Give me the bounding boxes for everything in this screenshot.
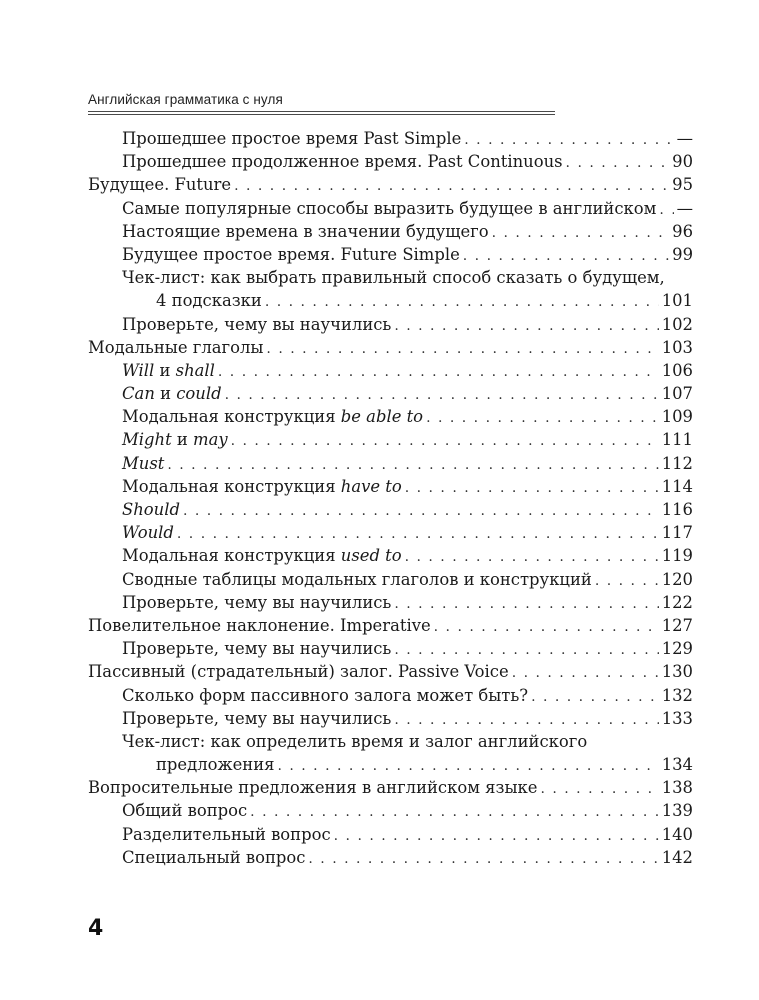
toc-entry-title: [122, 359, 215, 382]
dot-leader: [218, 361, 659, 384]
toc-title-fragment: be able to: [340, 407, 424, 427]
toc-entry: [88, 150, 693, 173]
toc-entry-continuation: [88, 289, 693, 312]
toc-page-number: 95: [672, 175, 693, 195]
dot-leader: [250, 801, 659, 824]
toc-page-number: 130: [661, 662, 693, 682]
dot-leader: [405, 546, 659, 569]
toc-page-number: 134: [661, 755, 693, 775]
toc-entry-title: [122, 521, 174, 544]
toc-entry: [88, 452, 693, 475]
toc-entry-title: Будущее. Future: [88, 175, 232, 195]
toc-page-number: 112: [661, 453, 693, 473]
toc-title-fragment: could: [176, 384, 222, 404]
toc-entry-title: [122, 452, 164, 475]
toc-entry-title: Сводные таблицы модальных глаголов и конструкций: [122, 569, 592, 589]
toc-entry: [88, 823, 693, 846]
dot-leader: [426, 407, 659, 430]
toc-entry: [88, 405, 693, 428]
toc-entry: [88, 846, 693, 869]
toc-entry: [88, 313, 693, 336]
toc-page-number: 119: [661, 546, 693, 566]
dot-leader: [659, 199, 673, 222]
dot-leader: [463, 245, 669, 268]
toc-page-number: 109: [661, 407, 693, 427]
dot-leader: [540, 778, 658, 801]
toc-entry: [88, 730, 693, 753]
dot-leader: [512, 662, 659, 685]
toc-page-number: 96: [672, 221, 693, 241]
toc-page-number: —: [676, 198, 693, 218]
dot-leader: [277, 755, 658, 778]
toc-page-number: 142: [661, 847, 693, 867]
dot-leader: [394, 709, 658, 732]
toc-entry-title: Чек-лист: как определить время и залог английского: [122, 731, 588, 751]
toc-entry-title: Сколько форм пассивного залога может быть?: [122, 685, 529, 705]
toc-entry: [88, 498, 693, 521]
toc-entry-title: Самые популярные способы выразить будущее в английском: [122, 198, 657, 218]
dot-leader: [595, 570, 659, 593]
toc-page-number: 127: [661, 615, 693, 635]
toc-entry: [88, 266, 693, 289]
toc-entry-title-continued: предложения: [156, 755, 275, 775]
toc-page-number: 103: [661, 337, 693, 357]
toc-entry: [88, 359, 693, 382]
toc-entry-title: Пассивный (страдательный) залог. Passive Voice: [88, 662, 509, 682]
toc-entry: [88, 614, 693, 637]
toc-title-fragment: Must: [122, 453, 165, 473]
toc-entry: [88, 336, 693, 359]
toc-page-number: 102: [661, 314, 693, 334]
toc-entry: [88, 707, 693, 730]
toc-entry-title: Общий вопрос: [122, 801, 248, 821]
toc-entry: [88, 197, 693, 220]
toc-page-number: —: [676, 129, 693, 148]
running-header: Английская грамматика с нуля: [88, 92, 283, 107]
toc-page-number: 101: [661, 291, 693, 311]
dot-leader: [177, 523, 659, 546]
dot-leader: [464, 129, 673, 152]
toc-title-fragment: Модальная конструкция: [122, 546, 341, 566]
toc-entry: [88, 684, 693, 707]
toc-entry-title: Прошедшее продолженное время. Past Continuous: [122, 152, 563, 172]
toc-entry: [88, 127, 693, 150]
header-rule-bottom: [88, 114, 555, 115]
toc-page-number: 107: [661, 384, 693, 404]
page-number: 4: [88, 916, 104, 941]
toc-entry-title: Проверьте, чему вы научились: [122, 592, 392, 612]
toc-page-number: 106: [661, 360, 693, 380]
toc-entry: [88, 475, 693, 498]
toc-entry-title: [122, 382, 222, 405]
dot-leader: [492, 222, 670, 245]
toc-entry-title: Будущее простое время. Future Simple: [122, 244, 460, 264]
table-of-contents: [88, 127, 693, 869]
toc-page-number: 122: [661, 592, 693, 612]
toc-page-number: 116: [661, 500, 693, 519]
toc-page-number: 132: [661, 685, 693, 705]
toc-entry: [88, 382, 693, 405]
toc-page-number: 138: [661, 778, 693, 798]
dot-leader: [308, 848, 658, 871]
dot-leader: [566, 152, 670, 175]
toc-page-number: 139: [661, 801, 693, 821]
toc-title-fragment: и: [154, 384, 177, 404]
toc-title-fragment: have to: [340, 476, 402, 496]
toc-entry-title: [122, 405, 423, 428]
toc-entry: [88, 591, 693, 614]
toc-entry: [88, 428, 693, 451]
dot-leader: [183, 500, 659, 523]
toc-entry-title: [122, 544, 402, 567]
toc-page-number: 140: [661, 824, 693, 844]
toc-entry-title: Прошедшее простое время Past Simple: [122, 129, 462, 148]
toc-entry-title: Проверьте, чему вы научились: [122, 314, 392, 334]
toc-entry: [88, 521, 693, 544]
toc-entry: [88, 243, 693, 266]
dot-leader: [394, 593, 658, 616]
dot-leader: [167, 454, 658, 477]
toc-page-number: 129: [661, 639, 693, 659]
dot-leader: [231, 430, 659, 453]
dot-leader: [234, 175, 669, 198]
dot-leader: [434, 616, 659, 639]
toc-entry-continuation: [88, 753, 693, 776]
toc-title-fragment: Can: [122, 384, 155, 404]
toc-page-number: 117: [661, 523, 693, 543]
toc-title-fragment: may: [193, 430, 228, 450]
toc-title-fragment: Should: [122, 500, 180, 519]
toc-entry: [88, 568, 693, 591]
toc-title-fragment: и: [154, 360, 176, 380]
dot-leader: [334, 825, 659, 848]
dot-leader: [225, 384, 659, 407]
dot-leader: [394, 315, 658, 338]
toc-entry-title: Проверьте, чему вы научились: [122, 639, 392, 659]
toc-title-fragment: Модальная конструкция: [122, 476, 341, 496]
dot-leader: [265, 291, 659, 314]
toc-title-fragment: Will: [122, 360, 155, 380]
toc-title-fragment: Would: [122, 523, 174, 543]
toc-title-fragment: used to: [340, 546, 402, 566]
dot-leader: [266, 338, 658, 361]
toc-title-fragment: Модальная конструкция: [122, 407, 341, 427]
toc-entry-title: Специальный вопрос: [122, 847, 306, 867]
toc-entry-title: Чек-лист: как выбрать правильный способ сказать о будущем,: [122, 268, 665, 288]
toc-entry: [88, 173, 693, 196]
toc-entry-title: Разделительный вопрос: [122, 824, 331, 844]
toc-entry-title: [122, 498, 180, 521]
toc-entry-title: Повелительное наклонение. Imperative: [88, 615, 431, 635]
toc-page-number: 90: [672, 152, 693, 172]
toc-entry: [88, 637, 693, 660]
dot-leader: [405, 477, 659, 500]
toc-page-number: 114: [661, 476, 693, 496]
toc-entry-title: Проверьте, чему вы научились: [122, 708, 392, 728]
toc-entry: [88, 220, 693, 243]
toc-entry: [88, 776, 693, 799]
toc-entry-title: [122, 428, 228, 451]
toc-entry-title: Модальные глаголы: [88, 337, 264, 357]
toc-entry: [88, 660, 693, 683]
dot-leader: [394, 639, 658, 662]
toc-page-number: 99: [672, 244, 693, 264]
toc-title-fragment: shall: [175, 360, 215, 380]
header-rule-top: [88, 111, 555, 112]
toc-title-fragment: Might: [122, 430, 172, 450]
toc-page-number: 120: [661, 569, 693, 589]
toc-entry: [88, 799, 693, 822]
toc-entry: [88, 544, 693, 567]
toc-page-number: 111: [661, 430, 693, 450]
toc-entry-title: Настоящие времена в значении будущего: [122, 221, 489, 241]
dot-leader: [531, 686, 659, 709]
toc-page-number: 133: [661, 708, 693, 728]
toc-entry-title: Вопросительные предложения в английском языке: [88, 778, 538, 798]
toc-entry-title-continued: 4 подсказки: [156, 291, 262, 311]
toc-entry-title: [122, 475, 402, 498]
toc-title-fragment: и: [171, 430, 194, 450]
